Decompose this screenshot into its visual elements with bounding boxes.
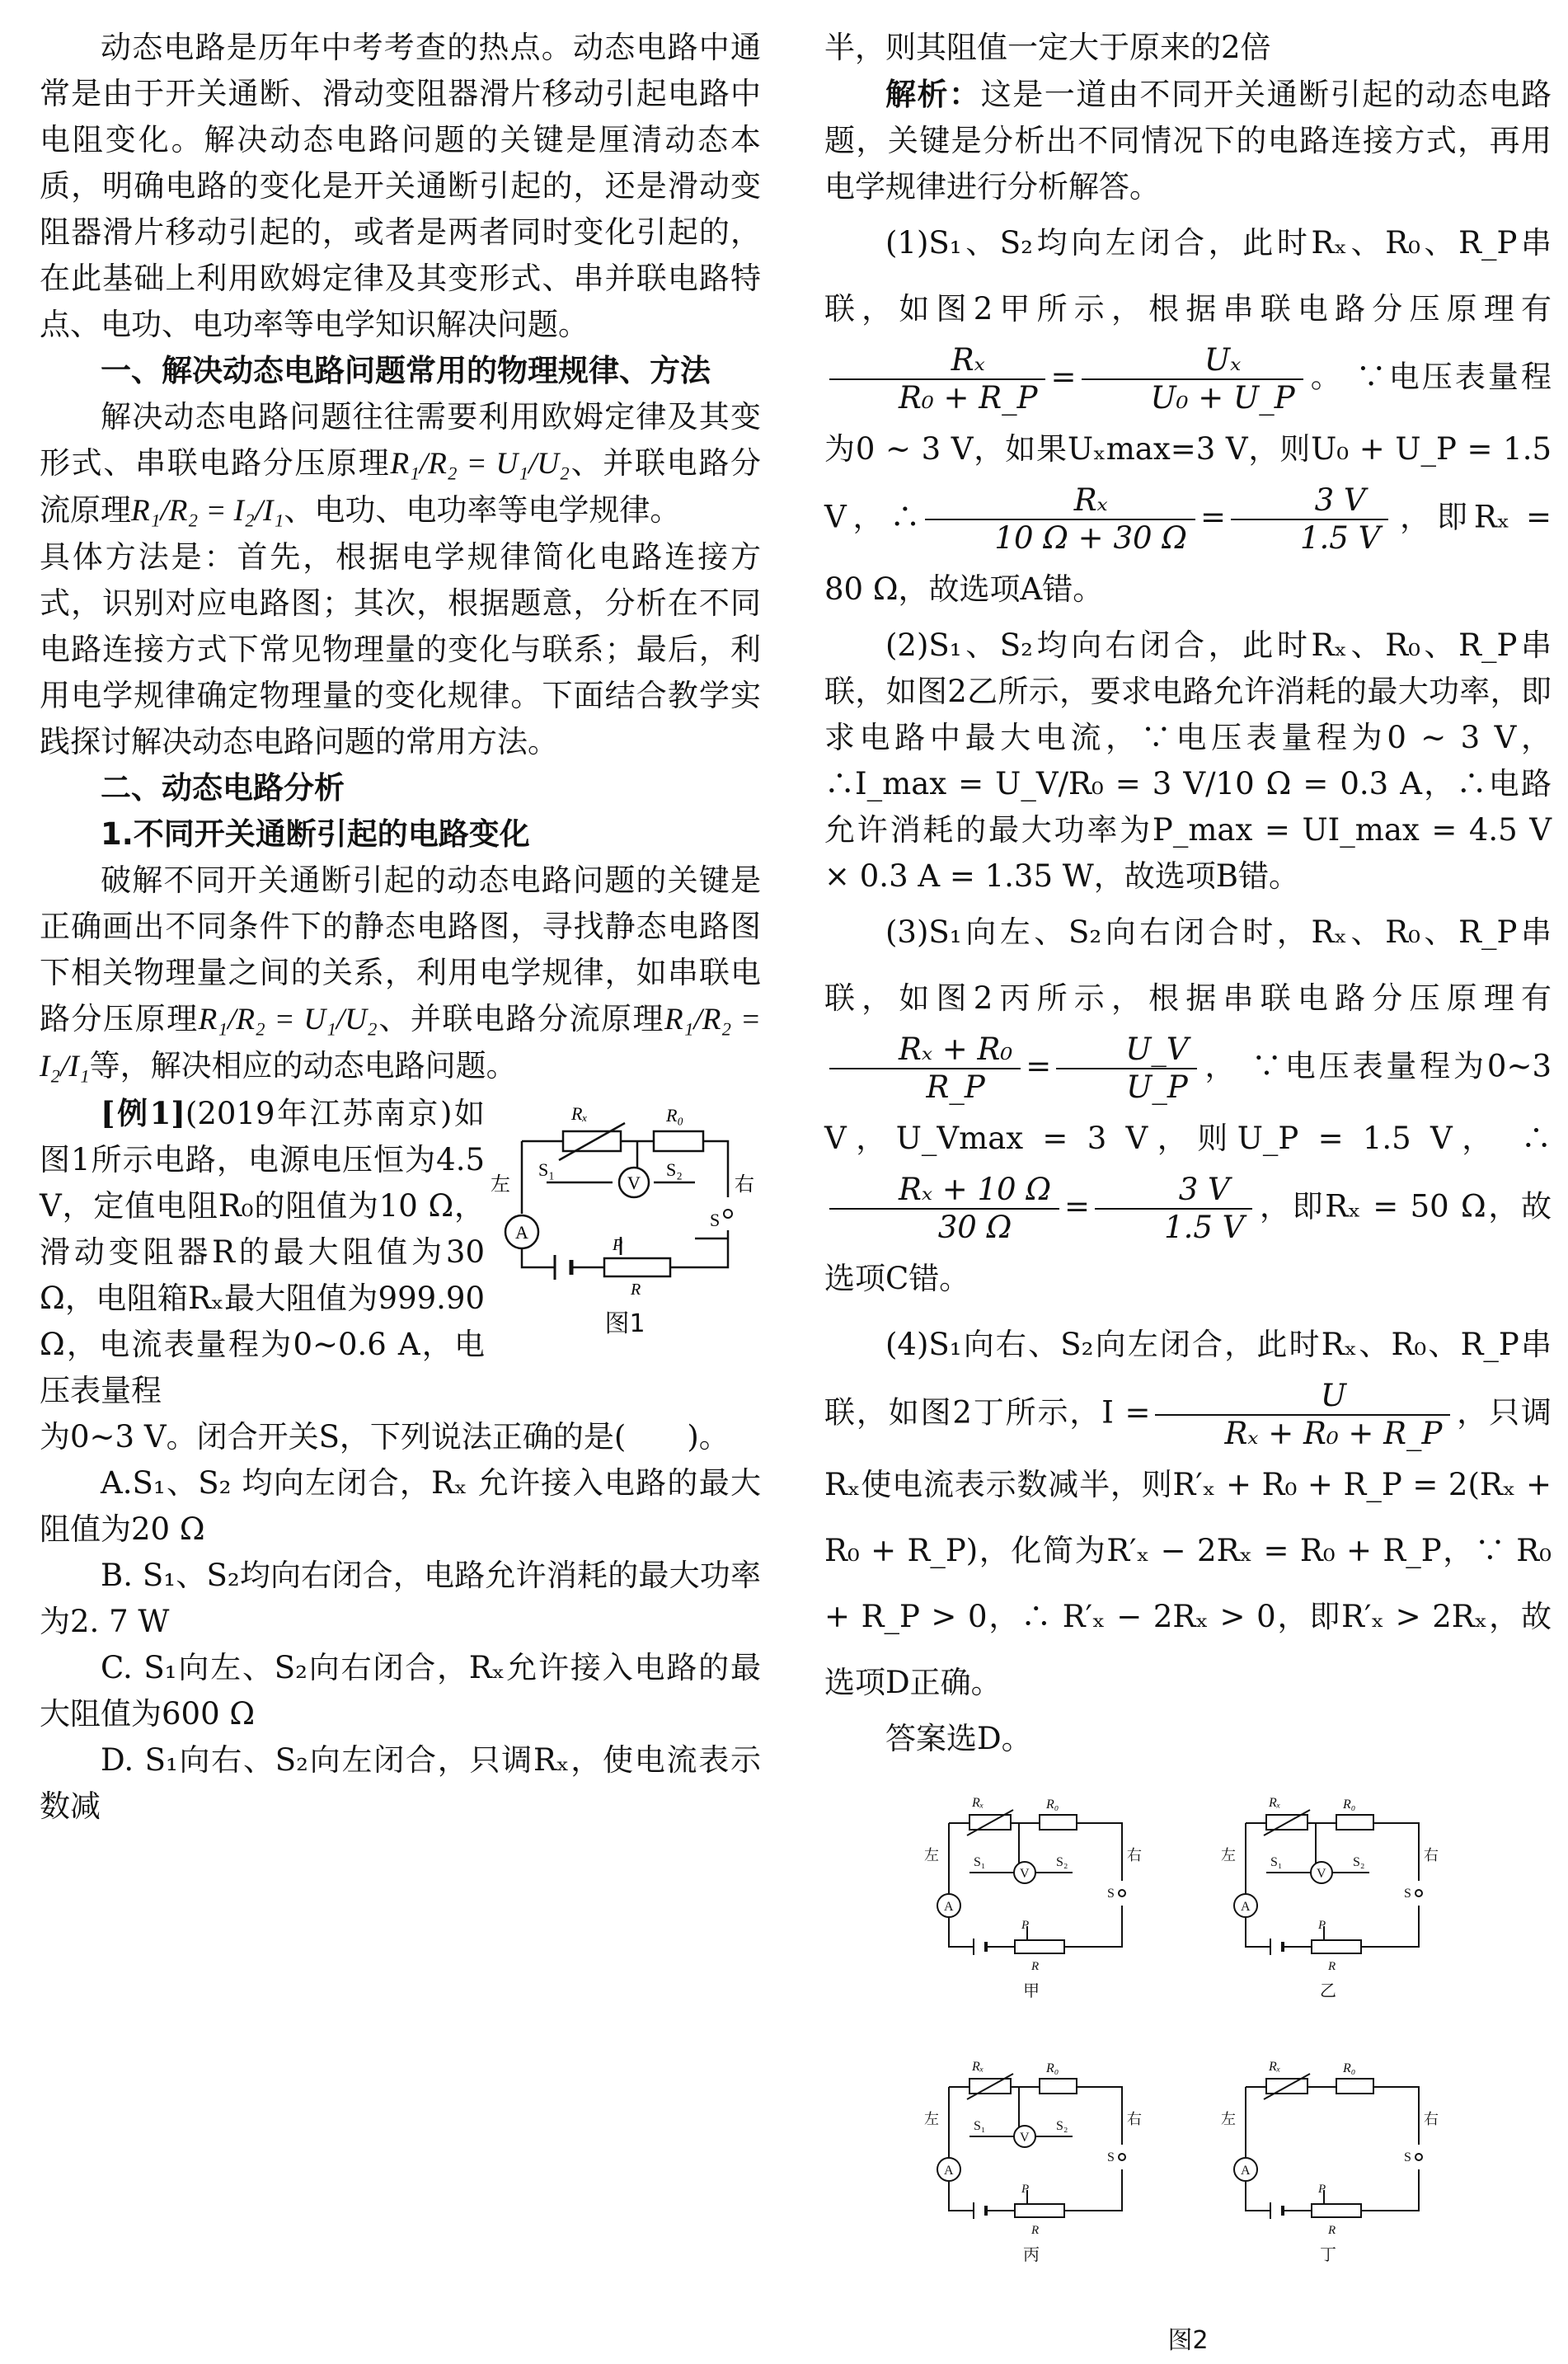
s1-label: S₁ xyxy=(1270,1855,1283,1869)
fraction: $\frac{\text{Uₓ}}{\text{U₀ + U\_P}}$ xyxy=(1082,342,1303,416)
s-label: S xyxy=(1107,2150,1115,2164)
r-label: R xyxy=(1328,2224,1336,2237)
answer: 答案选D。 xyxy=(885,1721,1032,1756)
fraction: $\frac{U\_V}{U\_P}$ xyxy=(1056,1032,1196,1106)
right-label: 右 xyxy=(735,1174,754,1196)
r0-label: R₀ xyxy=(1046,1798,1059,1812)
right-label: 右 xyxy=(1424,2111,1439,2127)
r-label: R xyxy=(1031,2224,1040,2237)
voltmeter-label: V xyxy=(1317,1867,1326,1881)
step-3: (3)S₁向左、S₂向右闭合时，Rₓ、R₀、R_P串联，如图2丙所示，根据串联电路分压原理有 $\frac{\text{Rₓ + R₀}}{R\_P}$ = $\frac{U\_V}{U\_P}$ ， ∵电压表量程为0~3 V，U_Vmax = 3 V，则U_P = 1.5 V， ∴ $\frac{\text{Rₓ + 10 Ω}}{30 \Omega}$ = $\frac{3 V}{1.5 V}$ ，即Rₓ = 50 Ω，故选项C错。 xyxy=(824,914,1552,1296)
p-label: P xyxy=(1021,2183,1030,2196)
ammeter-label: A xyxy=(515,1222,528,1243)
option-d: D. S₁向右、S₂向左闭合，只调Rₓ，使电流表示数减 xyxy=(40,1742,761,1824)
figure-2 xyxy=(824,1774,1552,2364)
sub-caption: 丙 xyxy=(1023,2246,1040,2264)
section-heading-1: 一、解决动态电路问题常用的物理规律、方法 xyxy=(101,353,711,388)
right-label: 右 xyxy=(1127,1847,1142,1863)
ammeter-label: A xyxy=(944,1900,954,1914)
switch-paragraph: 破解不同开关通断引起的动态电路问题的关键是正确画出不同条件下的静态电路图，寻找静态电路图下相关物理量之间的关系，利用电学规律，如串联电路分压原理R₁/R₂ = U₁/U₂、并联电路分流原理R₁/R₂ = I₂/I₁等，解决相应的动态电路问题。 xyxy=(40,862,761,1083)
s1-label: S₁ xyxy=(974,1855,986,1869)
circuit-diagrams-2 xyxy=(891,1774,1485,2318)
p-label: P xyxy=(1318,1919,1326,1932)
right-column xyxy=(824,25,1552,2364)
p-label: P xyxy=(1021,1919,1030,1932)
ammeter-label: A xyxy=(944,2164,954,2178)
equation: R₁/R₂ = U₁/U₂ xyxy=(198,1003,378,1036)
option-a: A.S₁、S₂ 均向左闭合，Rₓ 允许接入电路的最大阻值为20 Ω xyxy=(40,1465,761,1547)
s-label: S xyxy=(1404,1887,1411,1901)
r0-label: R₀ xyxy=(666,1105,684,1126)
s1-label: S₁ xyxy=(974,2119,986,2133)
figure-2-caption: 图2 xyxy=(1167,2326,1209,2355)
fraction: $\frac{3 V}{1.5 V}$ xyxy=(1231,482,1388,557)
ammeter-label: A xyxy=(1241,1900,1251,1914)
rheostat xyxy=(1312,2204,1361,2217)
fraction: $\frac{\text{Rₓ + R₀}}{R\_P}$ xyxy=(829,1032,1021,1106)
circuit-line xyxy=(949,2182,974,2211)
s-label: S xyxy=(710,1210,721,1230)
voltmeter-label: V xyxy=(1020,2131,1030,2145)
switch-contact xyxy=(1415,1890,1422,1896)
figure-1-caption: 图1 xyxy=(604,1309,646,1338)
example-problem: [例1](2019年江苏南京)如图1所示电路，电源电压恒为4.5 V，定值电阻R₀的阻值为10 Ω，滑动变阻器R的最大阻值为30 Ω，电阻箱Rₓ最大阻值为999.90 Ω，电流表量程为0~0.6 A，电压表量程 xyxy=(40,1095,485,1408)
circuit-line xyxy=(1246,1918,1270,1947)
sub-circuit-1 xyxy=(1221,1796,1439,2000)
rheostat xyxy=(1015,2204,1064,2217)
example-problem-tail: 为0~3 V。闭合开关S，下列说法正确的是( )。 xyxy=(40,1419,730,1455)
step-2: (2)S₁、S₂均向右闭合，此时Rₓ、R₀、R_P串联，如图2乙所示，要求电路允许消耗的最大功率，即求电路中最大电流，∵电压表量程为0 ~ 3 V，∴I_max = U_V/R₀ = 3 V/10 Ω = 0.3 A，∴电路允许消耗的最大功率为P_max = UI_max = 4.5 V × 0.3 A = 1.35 W，故选项B错。 xyxy=(824,627,1552,894)
fraction: $\frac{U}{\text{Rₓ + R₀ + R\_P}}$ xyxy=(1155,1378,1450,1452)
right-label: 右 xyxy=(1424,1847,1439,1863)
example-label: [例1] xyxy=(101,1095,185,1131)
p-label: P xyxy=(1318,2183,1326,2196)
rx-label: Rₓ xyxy=(972,1796,984,1810)
rx-label: Rₓ xyxy=(1269,1796,1281,1810)
s-label: S xyxy=(1404,2150,1411,2164)
sub-circuit-2 xyxy=(924,2060,1142,2264)
left-column xyxy=(40,25,761,1830)
circuit-line xyxy=(1246,2182,1270,2211)
p-label: P xyxy=(613,1236,623,1254)
switch-contact xyxy=(1415,2154,1422,2160)
sub-caption: 乙 xyxy=(1320,1982,1336,2000)
voltmeter-label: V xyxy=(627,1173,641,1193)
figure-1 xyxy=(489,1090,761,1347)
step-1: (1)S₁、S₂均向左闭合，此时Rₓ、R₀、R_P串联，如图2甲所示，根据串联电路分压原理有 $\frac{\text{Rₓ}}{\text{R₀ + R\_P}}$ = $\frac{\text{Uₓ}}{\text{U₀ + U\_P}}$ 。 ∵电压表量程为0 ~ 3 V，如果Uₓmax=3 V，则U₀ + U_P = 1.5 V，∴ $\frac{\text{Rₓ}}{10 \Omega + 30 \Omega}$ = $\frac{3 V}{1.5 V}$ ，即Rₓ = 80 Ω，故选项A错。 xyxy=(824,225,1552,607)
r0-label: R₀ xyxy=(1343,2061,1356,2075)
switch-contact xyxy=(1119,2154,1125,2160)
s2-label: S₂ xyxy=(1056,2119,1068,2133)
r0-resistor xyxy=(1040,1815,1077,1830)
fraction: $\frac{\text{Rₓ}}{10 \Omega + 30 \Omega}$ xyxy=(925,482,1195,557)
option-b: B. S₁、S₂均向右闭合，电路允许消耗的最大功率为2. 7 W xyxy=(40,1558,761,1639)
r0-resistor xyxy=(1336,1815,1373,1830)
circuit-line xyxy=(949,1918,974,1947)
left-label: 左 xyxy=(1221,1847,1236,1863)
section-heading-2: 二、动态电路分析 xyxy=(101,770,345,806)
fraction: $\frac{\text{Rₓ}}{\text{R₀ + R\_P}}$ xyxy=(829,342,1045,416)
methods-paragraph: 解决动态电路问题往往需要利用欧姆定律及其变形式、串联电路分压原理R₁/R₂ = U₁/U₂、并联电路分流原理R₁/R₂ = I₂/I₁、电功、电功率等电学规律。 xyxy=(40,399,762,528)
left-label: 左 xyxy=(491,1174,510,1196)
rx-label: Rₓ xyxy=(1269,2060,1281,2074)
s-label: S xyxy=(1107,1887,1115,1901)
r-label: R xyxy=(1328,1960,1336,1973)
switch-contact xyxy=(1119,1890,1125,1896)
example-source: (2019年江苏南京) xyxy=(185,1096,453,1131)
left-label: 左 xyxy=(924,2111,939,2127)
right-label: 右 xyxy=(1127,2111,1142,2127)
s2-label: S₂ xyxy=(1056,1855,1068,1869)
method-steps-paragraph: 具体方法是：首先，根据电学规律简化电路连接方式，识别对应电路图；其次，根据题意，分析在不同电路连接方式下常见物理量的变化与联系；最后，利用电学规律确定物理量的变化规律。下面结合教学实践探讨解决动态电路问题的常用方法。 xyxy=(40,539,761,759)
r0-resistor xyxy=(1336,2079,1373,2094)
r0-resistor xyxy=(1040,2079,1077,2094)
fraction: $\frac{3 V}{1.5 V}$ xyxy=(1095,1172,1252,1246)
option-d-continued: 半，则其阻值一定大于原来的2倍 xyxy=(824,30,1271,65)
left-label: 左 xyxy=(1221,2111,1236,2127)
equation: R₁/R₂ = U₁/U₂ xyxy=(390,447,570,481)
r0-label: R₀ xyxy=(1343,1798,1356,1812)
subsection-heading: 1.不同开关通断引起的电路变化 xyxy=(101,816,530,852)
equation: R₁/R₂ = I₂/I₁ xyxy=(131,494,284,528)
s1-label: S₁ xyxy=(538,1159,555,1180)
r-label: R xyxy=(631,1281,641,1299)
voltmeter-label: V xyxy=(1020,1867,1030,1881)
left-label: 左 xyxy=(924,1847,939,1863)
s2-label: S₂ xyxy=(1353,1855,1365,1869)
sub-caption: 甲 xyxy=(1023,1982,1040,2000)
rx-label: Rₓ xyxy=(972,2060,984,2074)
analysis-paragraph: 解析：这是一道由不同开关通断引起的动态电路题，关键是分析出不同情况下的电路连接方式，再用电学规律进行分析解答。 xyxy=(824,76,1552,204)
sub-circuit-3 xyxy=(1221,2060,1439,2264)
analysis-label: 解析： xyxy=(885,76,981,112)
sub-circuit-0 xyxy=(924,1796,1142,2000)
r0-label: R₀ xyxy=(1046,2061,1059,2075)
ammeter-label: A xyxy=(1241,2164,1251,2178)
circuit-diagram-1 xyxy=(489,1090,761,1299)
fraction: $\frac{\text{Rₓ + 10 Ω}}{30 \Omega}$ xyxy=(829,1172,1059,1246)
example-block xyxy=(40,1090,761,1414)
equation: R₁/R₂ = I₂/I₁ xyxy=(40,1003,761,1083)
option-c: C. S₁向左、S₂向右闭合，Rₓ允许接入电路的最大阻值为600 Ω xyxy=(40,1650,761,1732)
intro-paragraph: 动态电路是历年中考考查的热点。动态电路中通常是由于开关通断、滑动变阻器滑片移动引起电路中电阻变化。解决动态电路问题的关键是厘清动态本质，明确电路的变化是开关通断引起的，还是滑动变阻器滑片移动引起的，或者是两者同时变化引起的，在此基础上利用欧姆定律及其变形式、串并联电路特点、电功、电功率等电学知识解决问题。 xyxy=(40,30,761,342)
sub-caption: 丁 xyxy=(1320,2246,1336,2264)
rheostat xyxy=(1312,1940,1361,1953)
rheostat xyxy=(1015,1940,1064,1953)
step-4: (4)S₁向右、S₂向左闭合，此时Rₓ、R₀、R_P串联，如图2丁所示，I = $\frac{U}{\text{Rₓ + R₀ + R\_P}}$ ，只调Rₓ使电流表示数减半，则R′ₓ + R₀ + R_P = 2(Rₓ + R₀ + R_P)，化简为R′ₓ − 2Rₓ = R₀ + R_P，∵ R₀ + R_P > 0，∴ R′ₓ − 2Rₓ > 0，即R′ₓ > 2Rₓ，故选项D正确。 xyxy=(824,1327,1552,1700)
s2-label: S₂ xyxy=(666,1159,683,1180)
rx-label: Rₓ xyxy=(571,1103,588,1124)
r-label: R xyxy=(1031,1960,1040,1973)
